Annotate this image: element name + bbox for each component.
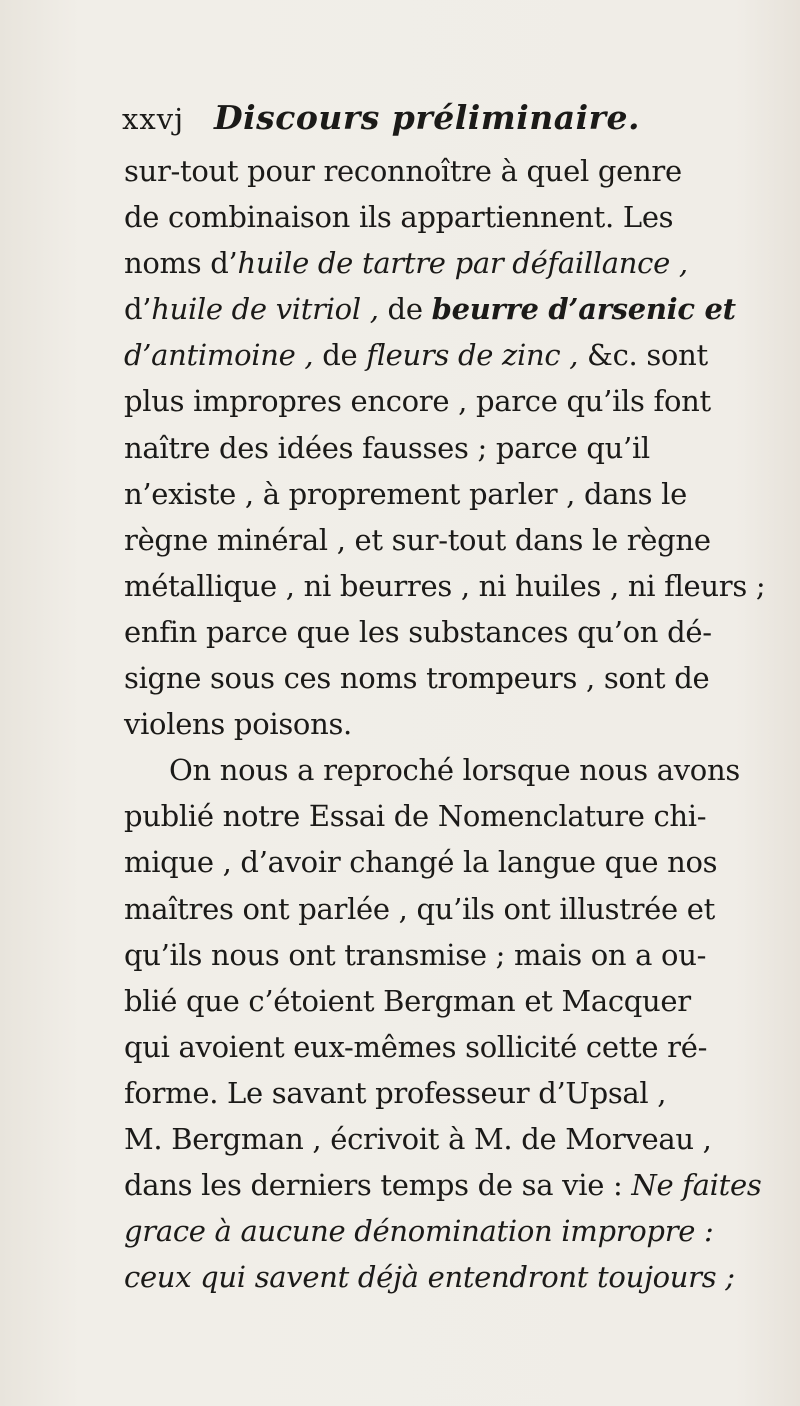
text-segment: naître des idées fausses ; parce qu’il: [124, 430, 650, 465]
text-line: [124, 701, 752, 747]
text-line: [124, 425, 752, 471]
text-segment: qui avoient eux-mêmes sollicité cette ré-: [124, 1029, 708, 1064]
text-line: [124, 194, 752, 240]
text-segment: de: [378, 292, 432, 327]
text-segment: violens poisons.: [124, 707, 352, 742]
text-line: [124, 1162, 762, 1208]
text-line: [124, 332, 752, 378]
text-line: [124, 932, 752, 978]
text-line: [124, 1024, 752, 1070]
text-line: [124, 886, 752, 932]
text-segment: publié notre Essai de Nomenclature chi-: [124, 799, 707, 834]
text-line: [124, 978, 752, 1024]
page-number: xxvj: [122, 102, 185, 136]
text-segment: M. Bergman , écrivoit à M. de Morveau ,: [124, 1121, 712, 1156]
text-segment: d’: [210, 246, 238, 281]
text-segment: beurre d’arsenic et: [431, 292, 736, 327]
text-line: [124, 655, 752, 701]
text-line: [124, 471, 752, 517]
text-segment: huile de vitriol ,: [151, 292, 379, 327]
text-segment: mique , d’avoir changé la langue que nos: [124, 845, 718, 880]
text-segment: dans les derniers temps de sa vie :: [124, 1168, 632, 1203]
text-segment: d’: [124, 292, 152, 327]
text-segment: blié que c’étoient Bergman et Macquer: [124, 983, 691, 1018]
text-segment: sur-tout pour reconnoître à quel genre: [124, 154, 682, 188]
text-line: [124, 747, 752, 793]
text-segment: métallique , ni beurres , ni huiles , ni fleurs ;: [124, 568, 766, 603]
running-head: [122, 98, 752, 148]
text-segment: enfin parce que les substances qu’on dé-: [124, 614, 712, 649]
text-segment: ceux qui savent déjà entendront toujours ;: [124, 1260, 735, 1295]
text-line: [124, 563, 766, 609]
text-line: [124, 286, 752, 332]
text-segment: de: [313, 338, 367, 373]
text-line: [124, 517, 752, 563]
running-title: Discours préliminaire.: [214, 98, 641, 137]
text-line: [124, 793, 752, 839]
text-segment: Ne faites: [631, 1168, 762, 1203]
text-line: [124, 609, 752, 655]
text-segment: règne minéral , et sur-tout dans le règne: [124, 522, 711, 557]
text-line: [124, 148, 752, 194]
text-segment: grace à aucune dénomination impropre :: [124, 1214, 714, 1249]
text-segment: n’existe , à proprement parler , dans le: [124, 476, 687, 511]
text-segment: fleurs de zinc ,: [366, 338, 579, 373]
text-segment: d’antimoine ,: [124, 338, 314, 373]
text-segment: signe sous ces noms trompeurs , sont de: [124, 661, 710, 696]
text-segment: maîtres ont parlée , qu’ils ont illustrée et: [124, 891, 716, 926]
text-segment: de combinaison ils appartiennent. Les: [124, 200, 674, 235]
text-line: [124, 1070, 752, 1116]
text-segment: plus impropres encore , parce qu’ils font: [124, 384, 711, 419]
text-line: [124, 378, 752, 424]
text-segment: &c. sont: [578, 338, 708, 373]
text-line: [124, 839, 752, 885]
text-line: [124, 1116, 752, 1162]
text-segment: huile de tartre par défaillance ,: [237, 246, 688, 281]
text-segment: noms: [124, 246, 211, 281]
text-line: [124, 1254, 752, 1300]
text-segment: forme. Le savant professeur d’Upsal ,: [124, 1075, 667, 1110]
text-line: [124, 1208, 752, 1254]
text-line: [124, 240, 752, 286]
text-segment: On nous a reproché lorsque nous avons: [169, 753, 740, 788]
body-text: [124, 148, 766, 1300]
text-segment: qu’ils nous ont transmise ; mais on a ou-: [124, 937, 707, 972]
